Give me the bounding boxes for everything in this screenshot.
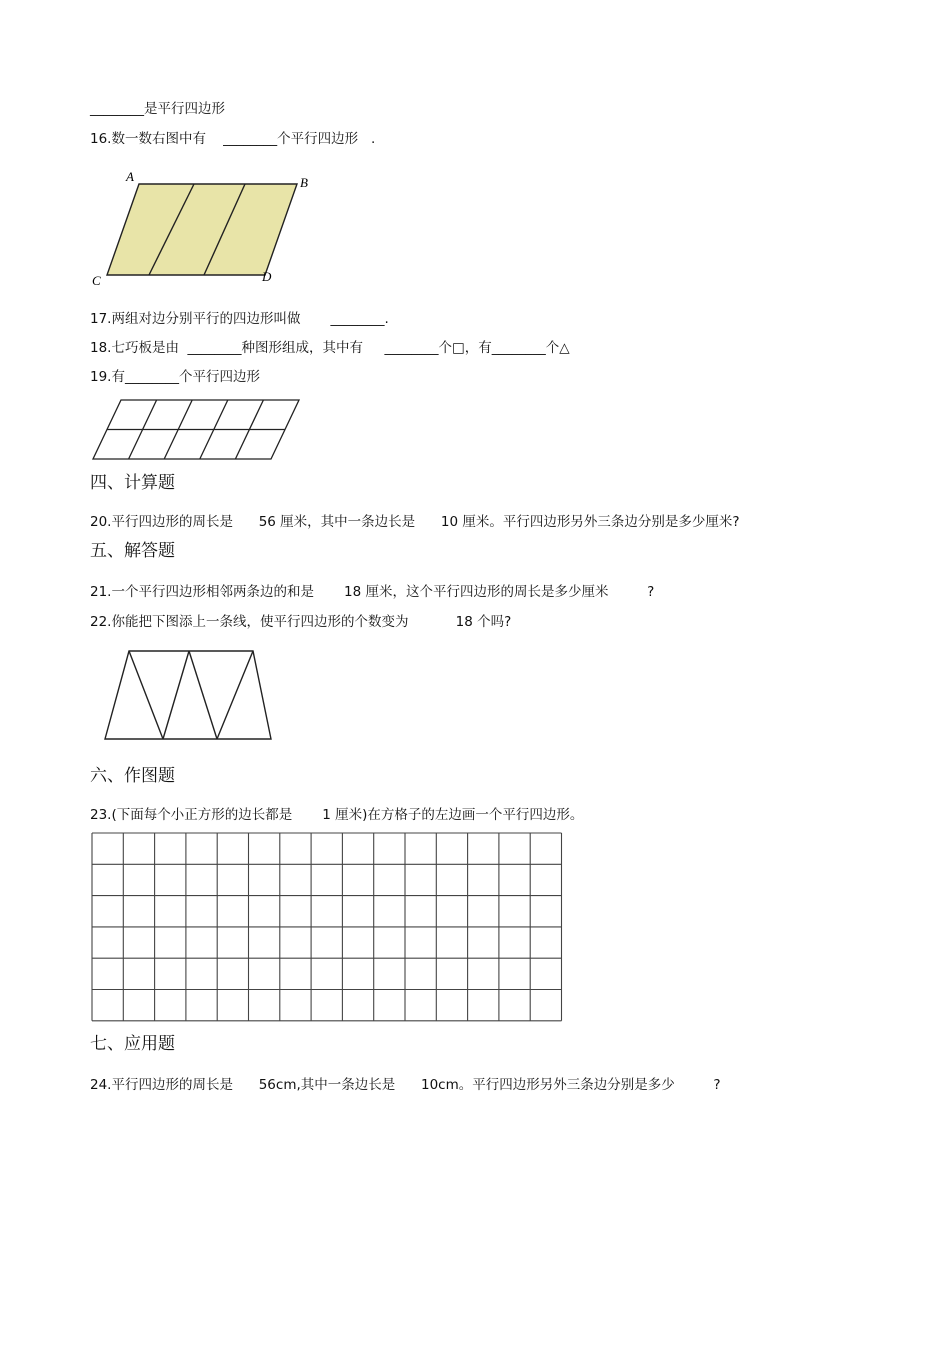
vertex-label-d: D — [262, 269, 272, 284]
figure-16-parallelograms — [88, 164, 318, 294]
q23-text: 23.(下面每个小正方形的边长都是 1 厘米)在方格子的左边画一个平行四边形。 — [90, 807, 584, 823]
q19-text: 19.有________个平行四边形 — [90, 369, 260, 385]
q22-text: 22.你能把下图添上一条线，使平行四边形的个数变为 18 个吗? — [90, 614, 512, 630]
section-heading-drawing: 六、作图题 — [90, 766, 175, 786]
parallelogram-abcd — [107, 184, 297, 275]
q16-text: 16.数一数右图中有 ________个平行四边形 . — [90, 131, 376, 147]
q20-text: 20.平行四边形的周长是 56 厘米，其中一条边长是 10 厘米。平行四边形另外三条边分别是多少厘米? — [90, 514, 740, 530]
vertex-label-c: C — [92, 273, 101, 288]
figure-19-parallelogram-grid — [88, 396, 304, 462]
vertex-label-b: B — [300, 175, 308, 190]
q21-text: 21.一个平行四边形相邻两条边的和是 18 厘米，这个平行四边形的周长是多少厘米 ? — [90, 584, 655, 600]
q24-text: 24.平行四边形的周长是 56cm,其中一条边长是 10cm。平行四边形另外三条边分别是多少 ? — [90, 1077, 721, 1093]
q18-text: 18.七巧板是由 ________种图形组成，其中有 ________个□，有________个△ — [90, 340, 570, 356]
figure-22-zigzag-trapezoid — [88, 642, 288, 752]
vertex-label-a: A — [126, 169, 134, 184]
q15-tail-text: ________是平行四边形 — [90, 101, 225, 117]
figure-23-square-grid — [90, 831, 570, 1023]
q17-text: 17.两组对边分别平行的四边形叫做 ________. — [90, 311, 389, 327]
section-heading-calculation: 四、计算题 — [90, 473, 175, 493]
section-heading-answer: 五、解答题 — [90, 541, 175, 561]
section-heading-application: 七、应用题 — [90, 1034, 175, 1054]
